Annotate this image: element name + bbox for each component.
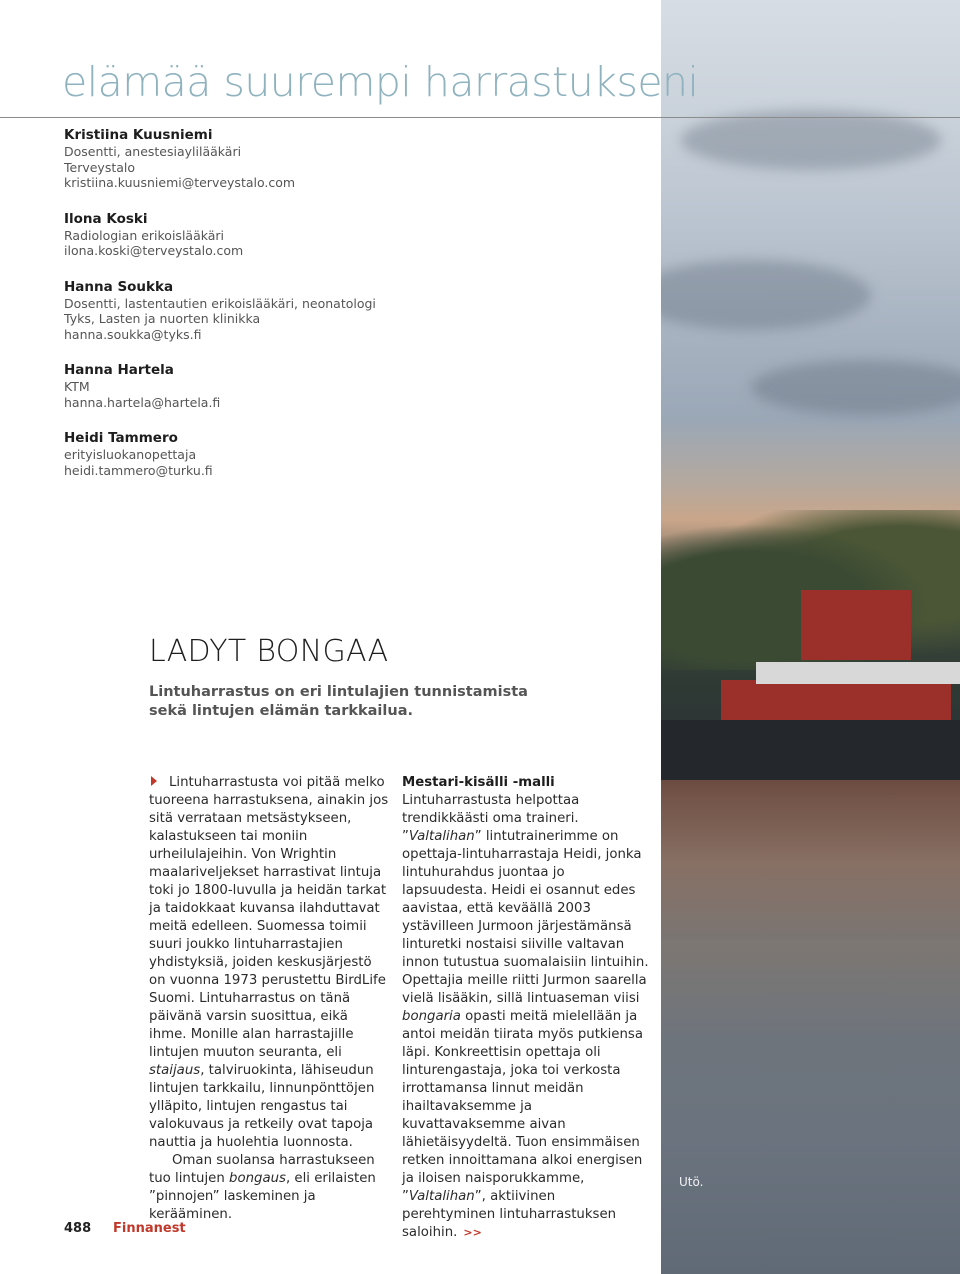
- contact-title: Dosentti, lastentautien erikoislääkäri, neonatologi: [64, 295, 376, 311]
- paragraph: [149, 1152, 389, 1224]
- contact-title: Radiologian erikoislääkäri: [64, 227, 225, 243]
- red-boathouse: [721, 680, 951, 725]
- emphasis: Valtalihan: [408, 1189, 475, 1204]
- contact-email: heidi.tammero@turku.fi: [64, 462, 213, 478]
- header-divider: [0, 117, 960, 118]
- bullet-triangle-icon: [151, 776, 157, 786]
- contact-entry: [64, 361, 624, 410]
- contact-list: [64, 126, 624, 497]
- paragraph-text: ” lintutrainerimme on opettaja-lintuharrastaja Heidi, jonka lintuhurahdus juontaa jo lapsuudesta. Heidi ei osannut edes aavistaa, että keväällä 2003 ystävilleen Jurmoon järjestämänsä linturetki nostaisi siiville valtavan innon tutustua suomalaisiin lintuihin. Opettajia meille riitti Jurmon saarella vielä lisääkin, sillä lintuaseman viisi: [402, 829, 649, 1006]
- contact-title: erityisluokanopettaja: [64, 447, 197, 462]
- subheading: Mestari-kisälli -malli: [402, 775, 555, 790]
- contact-organization: Terveystalo: [64, 159, 136, 175]
- pier: [661, 720, 960, 780]
- paragraph-text: opasti meitä mielellään ja antoi meidän tiirata myös putkiensa läpi. Konkreettisin opettaja oli linturengastaja, joka toi verkosta irrottamansa linnut meidän ihailtavaksemme ja kuvattavaksemme aivan lähietäisyydeltä. Tuon ensimmäisen retken innoittamana alkoi energisen ja iloisen naisporukkamme, ”: [402, 1009, 643, 1204]
- emphasis: bongaria: [402, 1009, 461, 1024]
- article-heading: LADYT BONGAA: [149, 634, 389, 669]
- contact-name: Hanna Soukka: [64, 278, 174, 295]
- contact-email: hanna.hartela@hartela.fi: [64, 394, 221, 410]
- harbor-photo: [661, 0, 960, 1274]
- contact-name: Heidi Tammero: [64, 430, 178, 446]
- contact-entry: [64, 278, 624, 343]
- contact-name: Ilona Koski: [64, 210, 148, 227]
- contact-entry: [64, 210, 624, 259]
- paragraph: [149, 774, 389, 1152]
- cloud-shape: [751, 360, 960, 415]
- magazine-name: Finnanest: [113, 1221, 186, 1236]
- contact-organization: Tyks, Lasten ja nuorten klinikka: [64, 311, 261, 326]
- contact-email: kristiina.kuusniemi@terveystalo.com: [64, 175, 296, 190]
- cloud-shape: [681, 110, 941, 170]
- article-lead: Lintuharrastus on eri lintulajien tunnistamista sekä lintujen elämän tarkkailua.: [149, 684, 528, 719]
- red-house: [801, 590, 911, 660]
- contact-email: hanna.soukka@tyks.fi: [64, 326, 202, 342]
- contact-name: Hanna Hartela: [64, 362, 174, 378]
- contact-name: Kristiina Kuusniemi: [64, 127, 213, 143]
- emphasis: Valtalihan: [408, 829, 475, 844]
- page-title: elämää suurempi harrastukseni: [62, 58, 699, 106]
- page-number: 488: [64, 1221, 92, 1236]
- paragraph-text: Oman suolansa harrastukseen tuo lintujen: [149, 1153, 375, 1186]
- paragraph-text: , eli erilaisten ”pinnojen” laskeminen ja kerääminen.: [149, 1171, 376, 1222]
- continue-arrow[interactable]: >>: [463, 1226, 482, 1239]
- boathouse-roof: [756, 662, 960, 684]
- contact-email: ilona.koski@terveystalo.com: [64, 243, 244, 258]
- contact-entry: [64, 126, 624, 191]
- cloud-shape: [661, 260, 871, 330]
- contact-entry: [64, 429, 624, 478]
- article-column-left: [149, 774, 389, 1224]
- paragraph-text: Lintuharrastusta helpottaa trendikkäästi oma traineri. ”: [402, 793, 580, 844]
- emphasis: bongaus: [229, 1171, 286, 1186]
- contact-title: KTM: [64, 379, 90, 394]
- article-column-right: [402, 774, 652, 1242]
- water-reflection: [661, 780, 960, 940]
- photo-caption: Utö.: [679, 1175, 704, 1189]
- contact-title: Dosentti, anestesiaylilääkäri: [64, 144, 242, 159]
- paragraph-text: Lintuharrastusta voi pitää melko tuoreena harrastuksena, ainakin jos sitä verrataan metsästykseen, kalastukseen tai moniin urheilulajeihin. Von Wrightin maalariveljekset harrastivat lintuja toki jo 1800-luvulla ja heidän tarkat ja taidokkaat kuvansa ilahduttavat meitä edelleen. Suomessa toimii suuri joukko lintuharrastajien yhdistyksiä, joiden keskusjärjestö on vuonna 1973 perustettu BirdLife Suomi. Lintuharrastus on tänä päivänä varsin suosittua, eikä ihme. Monille alan harrastajille lintujen muuton seuranta, eli: [149, 775, 389, 1060]
- emphasis: staijaus: [149, 1063, 201, 1078]
- paragraph-text: ”, aktiivinen perehtyminen lintuharrastuksen saloihin.: [402, 1189, 617, 1240]
- paragraph: [402, 792, 652, 1242]
- paragraph-text: , talviruokinta, lähiseudun lintujen tarkkailu, linnunpönttöjen ylläpito, lintujen rengastus tai valokuvaus ja retkeily ovat tapoja nauttia ja huolehtia luonnosta.: [149, 1063, 375, 1150]
